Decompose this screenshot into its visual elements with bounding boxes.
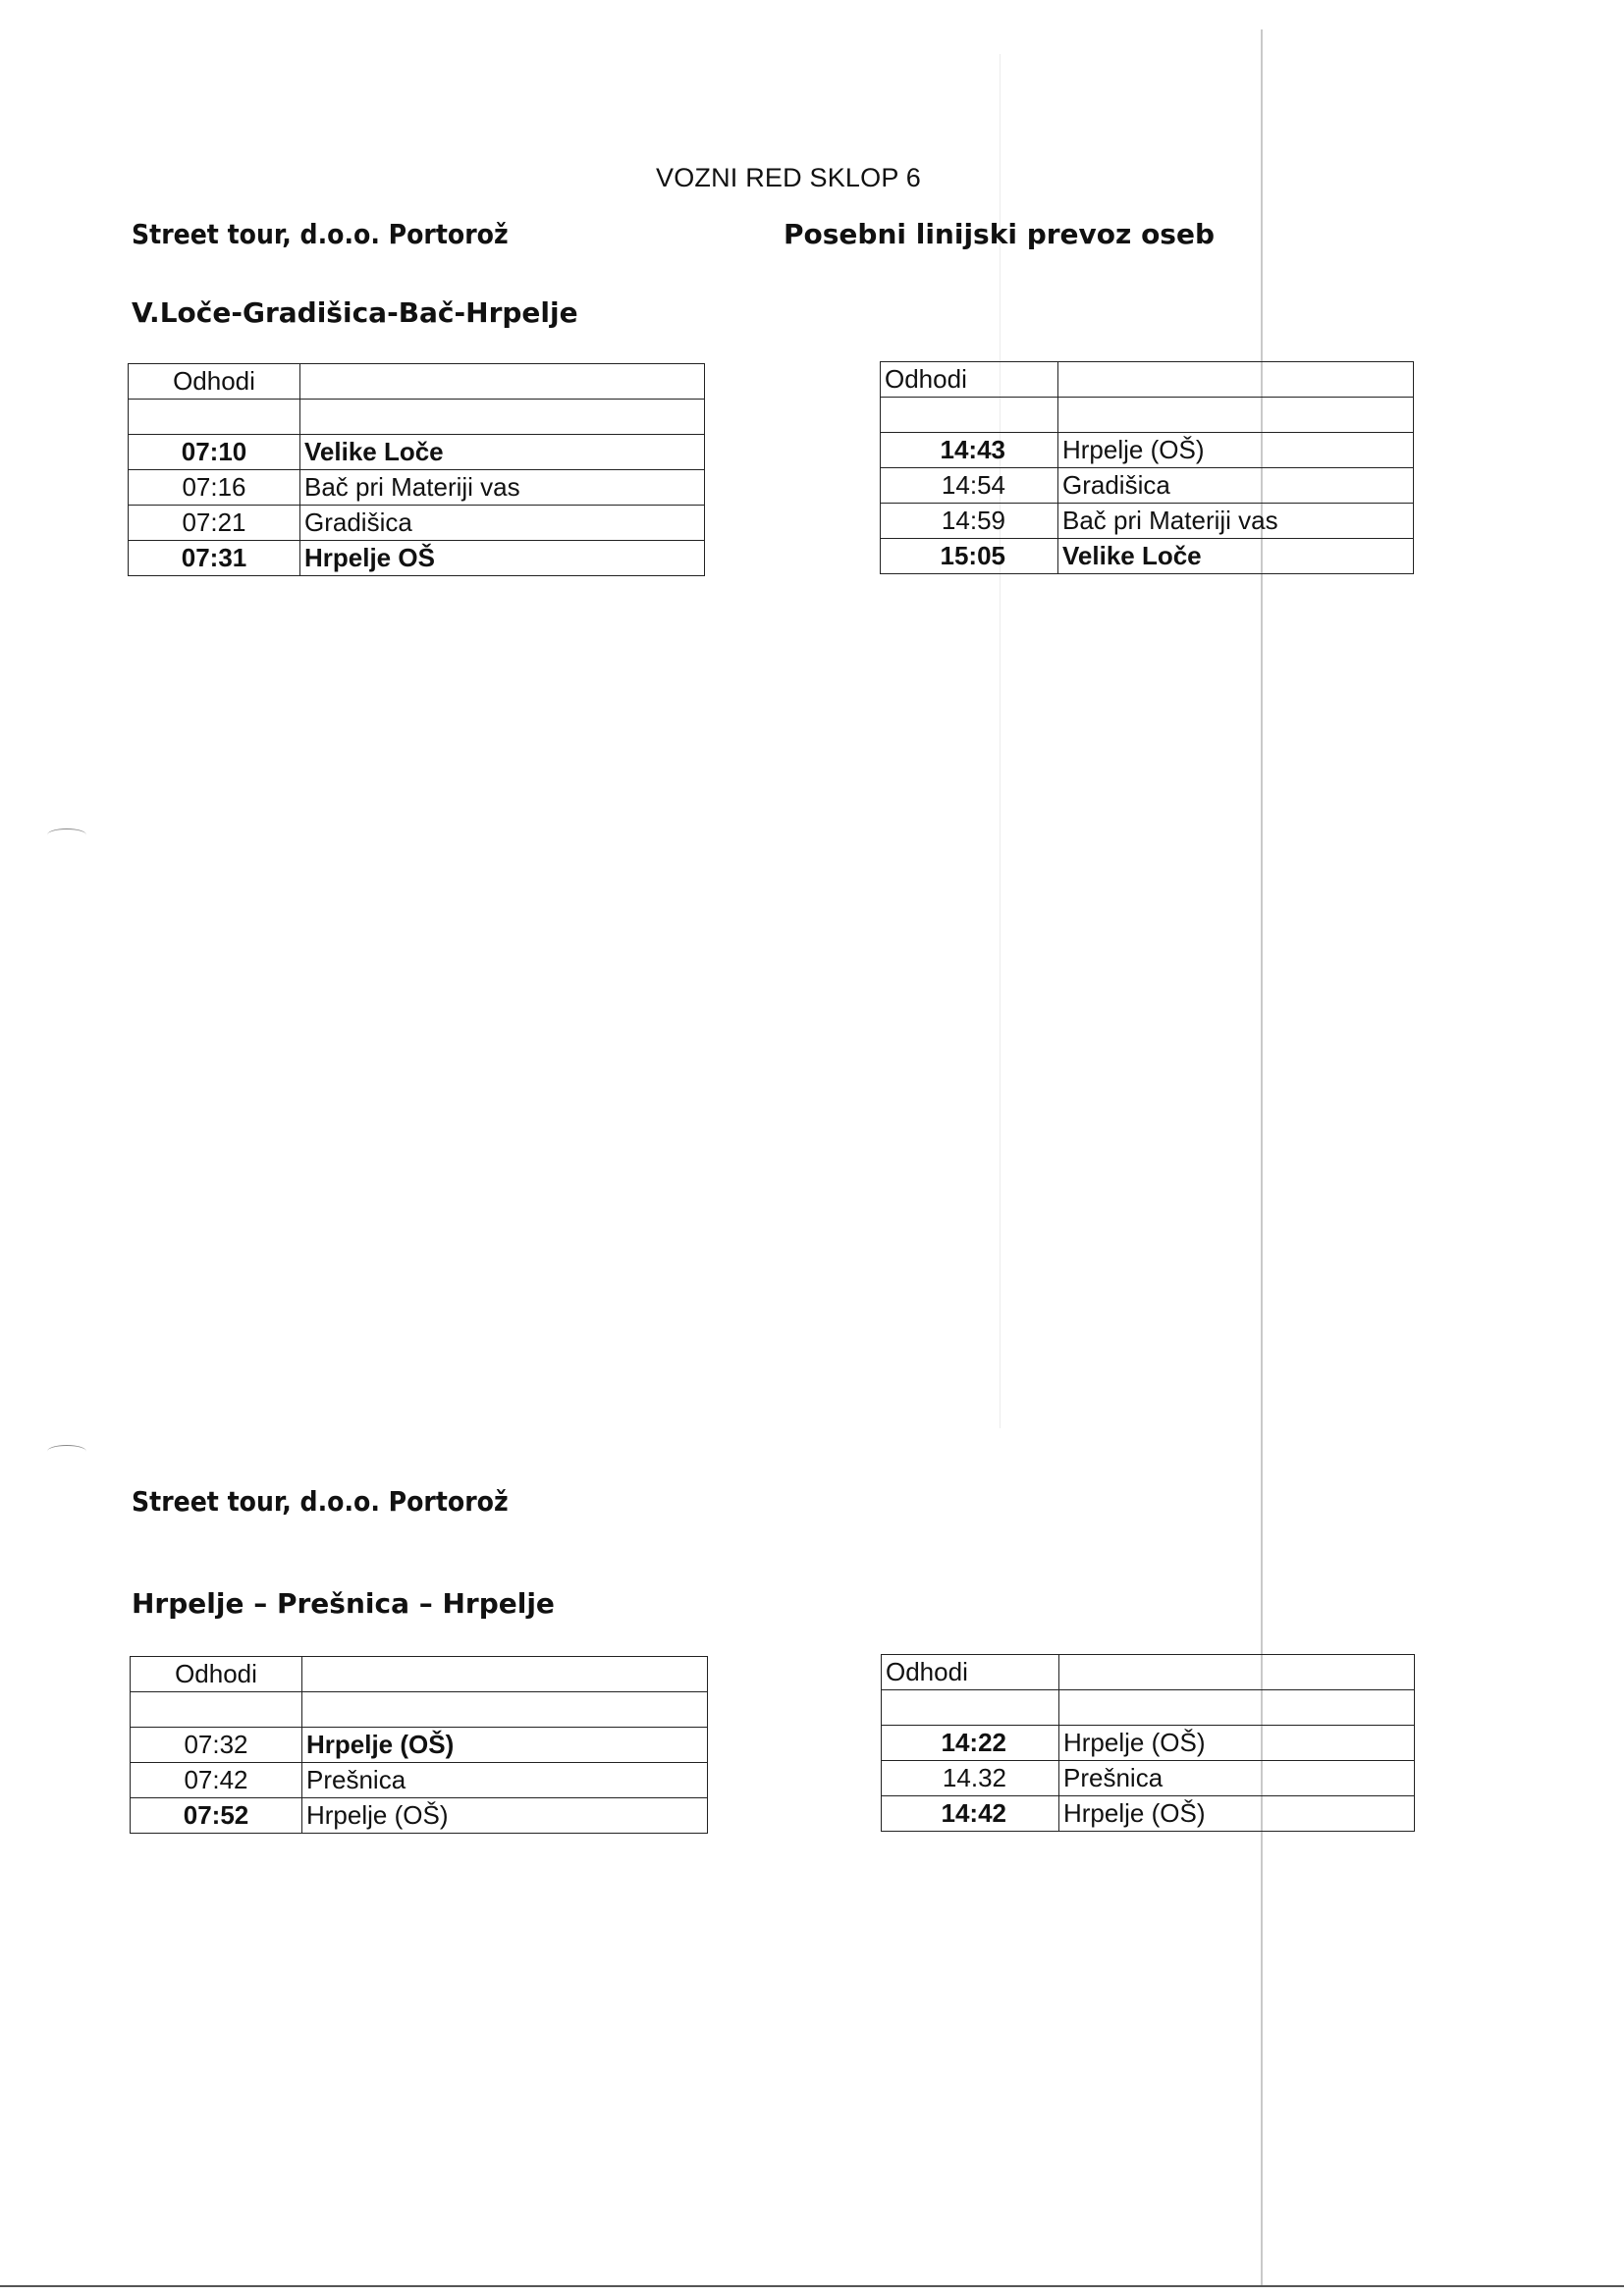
scan-mark [47, 828, 86, 841]
timetable-2-morning [130, 1656, 708, 1834]
table-row [129, 470, 705, 506]
departure-time: 07:52 [131, 1798, 302, 1834]
stop-name: Bač pri Materiji vas [1058, 504, 1414, 539]
column-header-empty [1059, 1655, 1415, 1690]
scan-faint-line [1000, 54, 1001, 1428]
table-row [881, 539, 1414, 574]
departure-time: 07:10 [129, 435, 300, 470]
table-spacer-row [129, 400, 705, 435]
departure-time: 07:31 [129, 541, 300, 576]
scan-mark [47, 1445, 86, 1458]
table-row [129, 506, 705, 541]
table-row [131, 1763, 708, 1798]
stop-name: Hrpelje (OŠ) [1059, 1796, 1415, 1832]
departure-time: 14:22 [882, 1726, 1059, 1761]
table-spacer-row [881, 398, 1414, 433]
stop-name: Gradišica [1058, 468, 1414, 504]
table-row [881, 468, 1414, 504]
departure-time: 14:42 [882, 1796, 1059, 1832]
table-header-row [881, 362, 1414, 398]
table-row [881, 504, 1414, 539]
table-row [129, 541, 705, 576]
departure-time: 14:54 [881, 468, 1058, 504]
table-row [881, 433, 1414, 468]
departure-time: 14:59 [881, 504, 1058, 539]
departure-time: 14.32 [882, 1761, 1059, 1796]
departure-time: 07:32 [131, 1728, 302, 1763]
stop-name: Velike Loče [300, 435, 705, 470]
route-name: Hrpelje – Prešnica – Hrpelje [132, 1587, 555, 1620]
stop-name: Bač pri Materiji vas [300, 470, 705, 506]
table-row [882, 1726, 1415, 1761]
departure-time: 07:21 [129, 506, 300, 541]
departure-time: 14:43 [881, 433, 1058, 468]
table-row [882, 1761, 1415, 1796]
stop-name: Velike Loče [1058, 539, 1414, 574]
departure-time: 07:16 [129, 470, 300, 506]
stop-name: Hrpelje (OŠ) [1058, 433, 1414, 468]
table-row [882, 1796, 1415, 1832]
stop-name: Hrpelje (OŠ) [1059, 1726, 1415, 1761]
column-header: Odhodi [882, 1655, 1059, 1690]
column-header: Odhodi [131, 1657, 302, 1692]
stop-name: Prešnica [302, 1763, 708, 1798]
stop-name: Prešnica [1059, 1761, 1415, 1796]
table-header-row [131, 1657, 708, 1692]
page-title: VOZNI RED SKLOP 6 [656, 163, 921, 192]
stop-name: Hrpelje (OŠ) [302, 1798, 708, 1834]
table-row [129, 435, 705, 470]
timetable-1-outbound [128, 363, 705, 576]
table-header-row [129, 364, 705, 400]
column-header-empty [300, 364, 705, 400]
table-row [131, 1728, 708, 1763]
table-spacer-row [131, 1692, 708, 1728]
departure-time: 15:05 [881, 539, 1058, 574]
table-row [131, 1798, 708, 1834]
timetable-1-return [880, 361, 1414, 574]
page-bottom-rule [0, 2285, 1624, 2287]
table-header-row [882, 1655, 1415, 1690]
stop-name: Hrpelje OŠ [300, 541, 705, 576]
company-name: Street tour, d.o.o. Portorož [132, 1485, 509, 1518]
column-header: Odhodi [129, 364, 300, 400]
column-header-empty [1058, 362, 1414, 398]
timetable-2-afternoon [881, 1654, 1415, 1832]
table-spacer-row [882, 1690, 1415, 1726]
stop-name: Gradišica [300, 506, 705, 541]
departure-time: 07:42 [131, 1763, 302, 1798]
route-name: V.Loče-Gradišica-Bač-Hrpelje [132, 296, 578, 329]
stop-name: Hrpelje (OŠ) [302, 1728, 708, 1763]
service-type: Posebni linijski prevoz oseb [784, 218, 1216, 250]
company-name: Street tour, d.o.o. Portorož [132, 218, 509, 250]
column-header-empty [302, 1657, 708, 1692]
column-header: Odhodi [881, 362, 1058, 398]
